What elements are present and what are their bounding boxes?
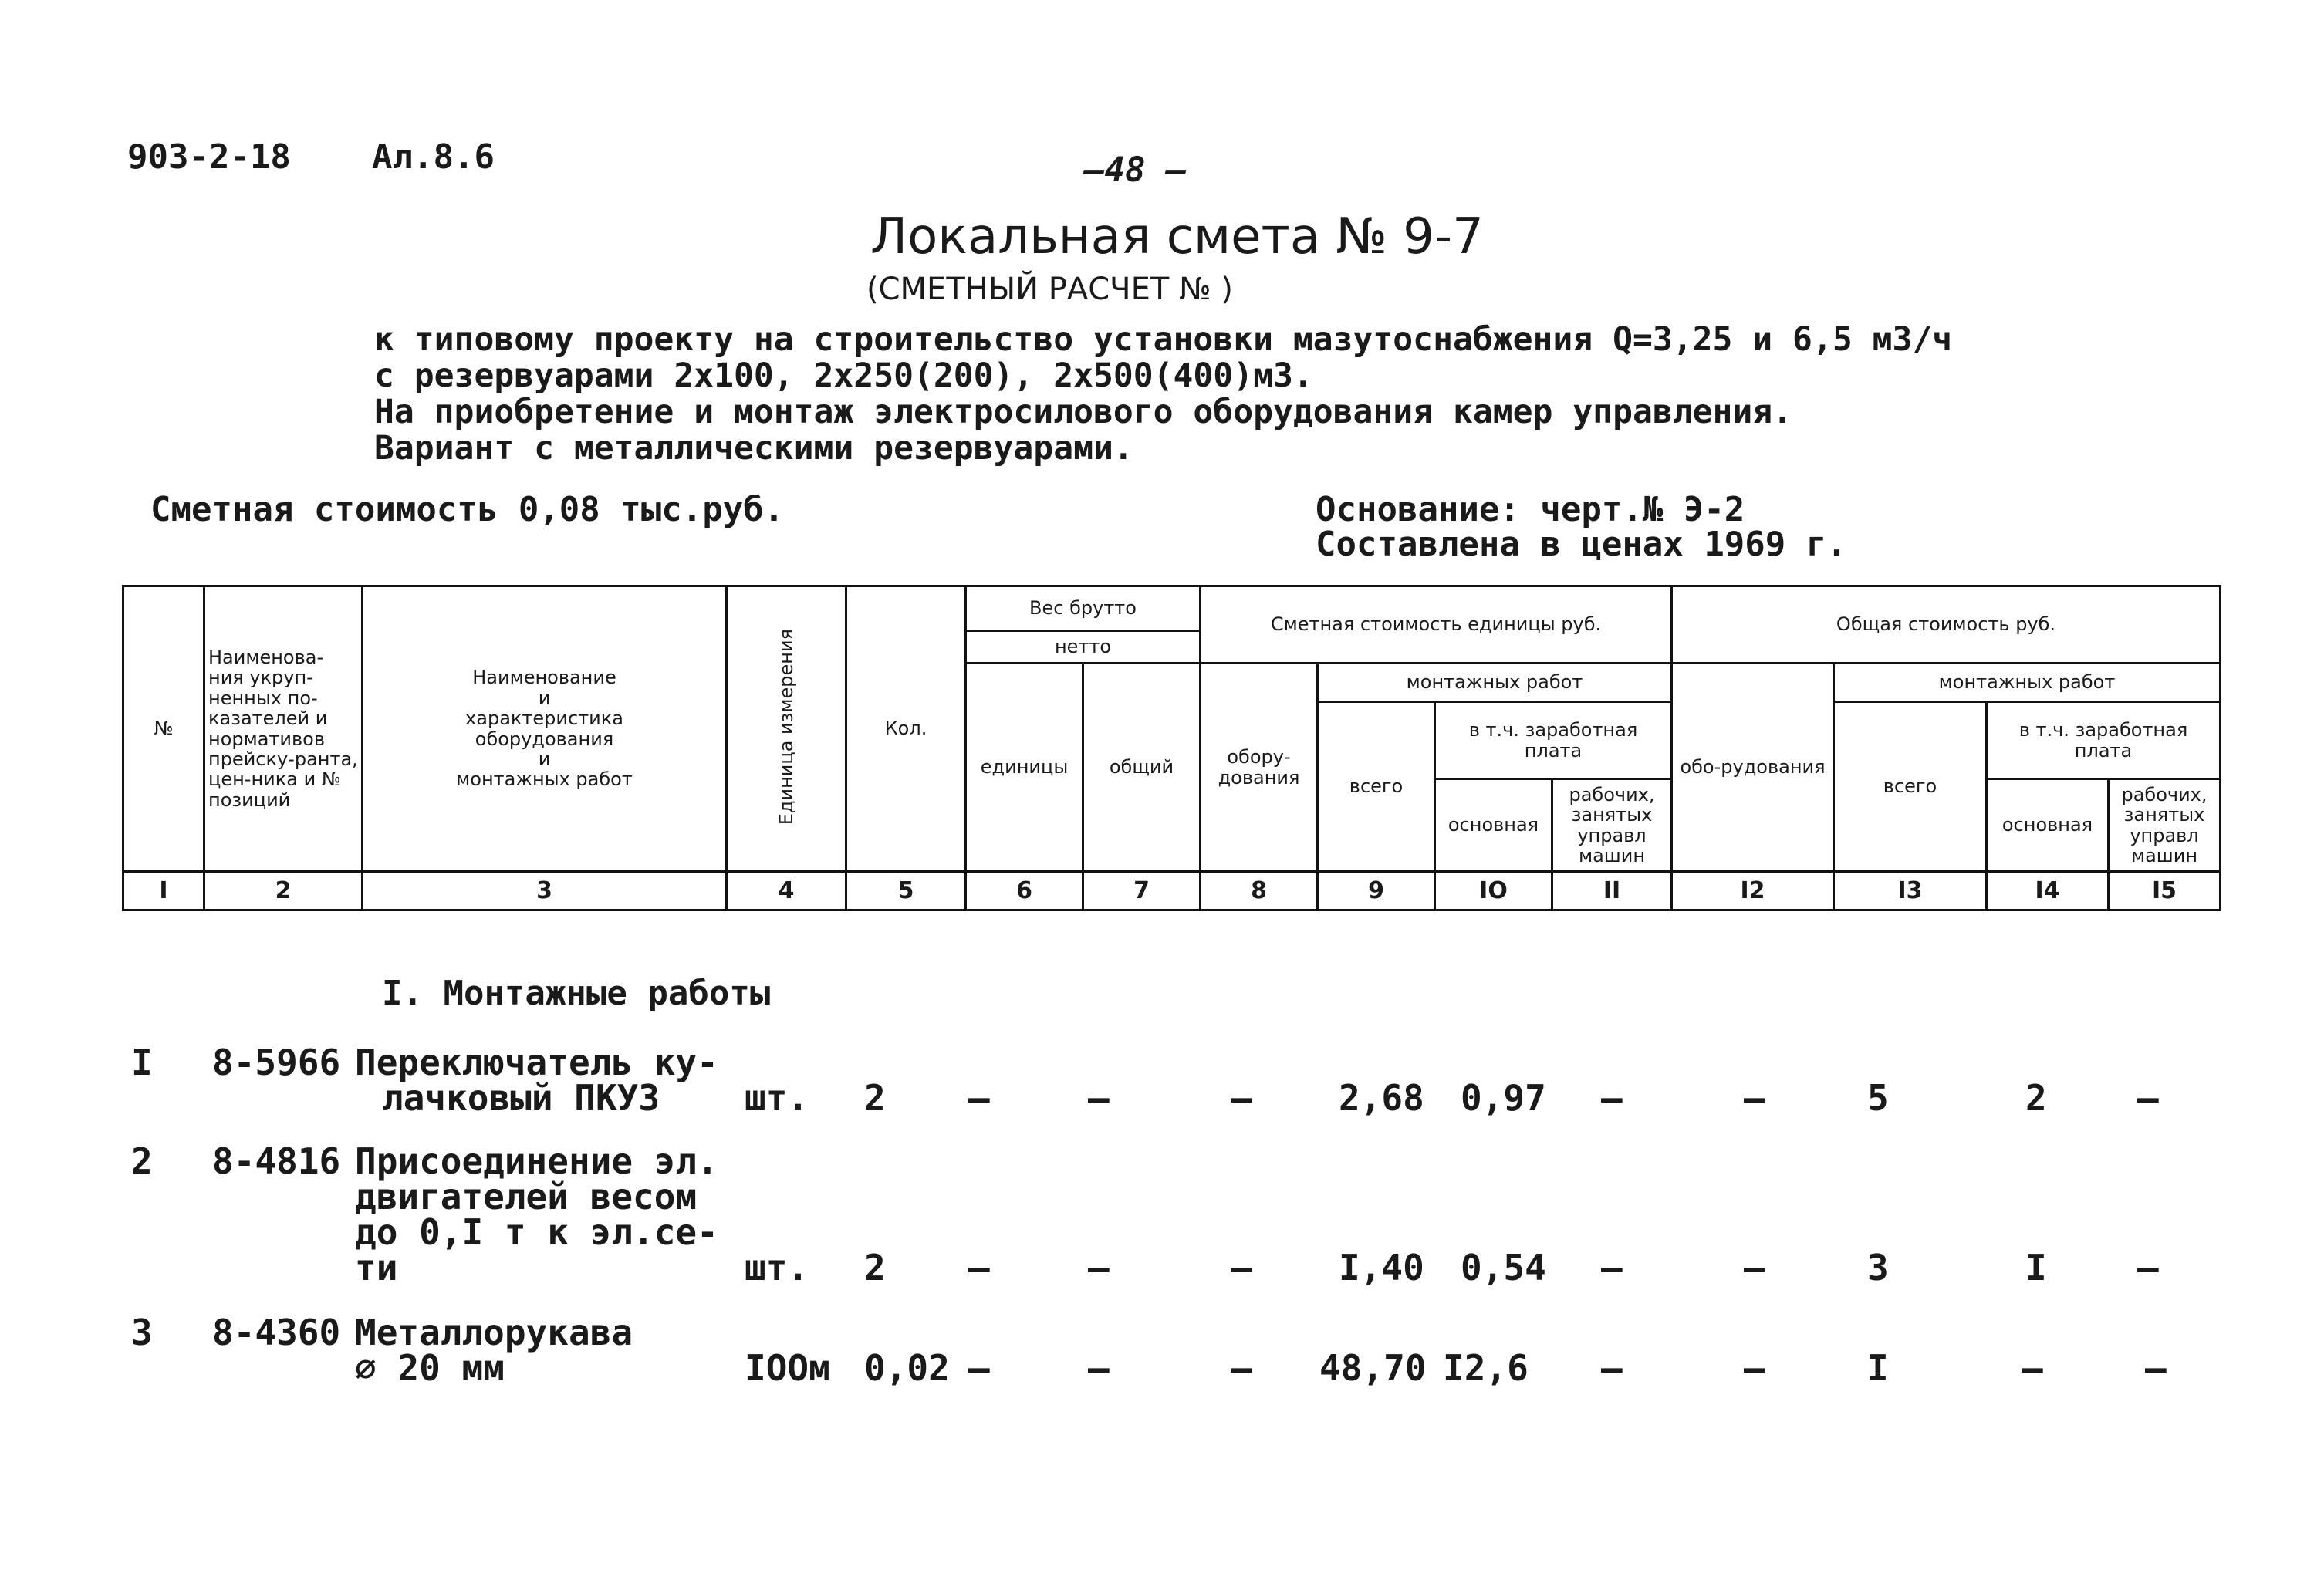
col-header-machine-workers: рабочих, занятых управл машин: [1552, 779, 1672, 872]
col-header-main-wage: основная: [1435, 779, 1552, 872]
row-weight-total: –: [1088, 1247, 1110, 1288]
estimate-table-header: [122, 585, 2221, 911]
row-machine-wage-total: –: [2137, 1247, 2159, 1288]
row-equipment-cost: –: [1231, 1247, 1252, 1288]
price-base-year: Составлена в ценах 1969 г.: [1316, 525, 1847, 564]
row-number: 2: [131, 1140, 153, 1182]
row-unit: шт.: [745, 1077, 809, 1119]
description-line: На приобретение и монтаж электросилового оборудования камер управления.: [374, 393, 1793, 431]
col-header-qty: Кол.: [846, 586, 966, 872]
row-weight-total: –: [1088, 1077, 1110, 1119]
row-name-line: ⌀ 20 мм: [355, 1347, 505, 1389]
col-header-installation: монтажных работ: [1318, 664, 1672, 702]
row-name-line: Присоединение эл.: [355, 1140, 718, 1182]
row-equipment-cost: –: [1231, 1347, 1252, 1389]
estimate-subtitle: (СМЕТНЫЙ РАСЧЕТ № ): [866, 272, 1233, 307]
col-header-name-line: и: [538, 687, 551, 709]
row-machine-wage-total: –: [2137, 1077, 2159, 1119]
col-header-name-line: и: [538, 748, 551, 770]
row-qty: 0,02: [864, 1347, 950, 1389]
row-install-cost: I,40: [1339, 1247, 1424, 1288]
row-machine-wage: –: [1601, 1077, 1623, 1119]
col-header-main-wage-total: основная: [1987, 779, 2109, 872]
col-number: I2: [1672, 872, 1834, 910]
col-header-codes: Наименова-ния укруп-ненных по-казателей и нормативов прейску-ранта, цен-ника и № позиций: [204, 586, 363, 872]
row-machine-wage: –: [1601, 1347, 1623, 1389]
row-name-line: ти: [355, 1247, 398, 1288]
col-header-install-total: всего: [1318, 702, 1435, 872]
row-install-total: 5: [1867, 1077, 1889, 1119]
col-header-name-line: оборудования: [475, 728, 614, 750]
row-install-cost: 48,70: [1319, 1347, 1427, 1389]
col-header-name-line: Наименование: [472, 667, 616, 689]
row-wage: 0,97: [1461, 1077, 1546, 1119]
col-header-install-total-sum: всего: [1834, 702, 1987, 872]
row-number: I: [131, 1042, 153, 1083]
col-header-unit-text: Единица измерения: [775, 628, 797, 825]
col-header-weight-net: нетто: [966, 631, 1201, 664]
col-number: II: [1552, 872, 1672, 910]
col-number: I4: [1987, 872, 2109, 910]
col-number: IO: [1435, 872, 1552, 910]
col-number: I: [123, 872, 204, 910]
col-number: 7: [1083, 872, 1201, 910]
document-code: 903-2-18: [127, 137, 291, 177]
col-header-equipment: обору-дования: [1201, 664, 1318, 872]
row-wage-total: 2: [2025, 1077, 2047, 1119]
col-number: 6: [966, 872, 1083, 910]
row-install-total: 3: [1867, 1247, 1889, 1288]
row-wage-total: I: [2025, 1247, 2047, 1288]
row-code: 8-4816: [212, 1140, 341, 1182]
row-name-line: до 0,I т к эл.се-: [355, 1211, 718, 1253]
row-install-cost: 2,68: [1339, 1077, 1424, 1119]
description-line: с резервуарами 2х100, 2х250(200), 2х500(400)м3.: [374, 356, 1313, 395]
row-name-line: двигателей весом: [355, 1176, 698, 1217]
row-code: 8-5966: [212, 1042, 341, 1083]
row-weight-unit: –: [968, 1347, 990, 1389]
row-wage: I2,6: [1443, 1347, 1529, 1389]
col-number: 4: [727, 872, 846, 910]
col-number: 3: [363, 872, 727, 910]
col-number: I5: [2109, 872, 2221, 910]
basis-reference: Основание: черт.№ Э-2: [1316, 490, 1745, 529]
col-header-incl-wage-total: в т.ч. заработная плата: [1987, 702, 2221, 779]
row-install-total: I: [1867, 1347, 1889, 1389]
row-equipment-cost: –: [1231, 1077, 1252, 1119]
album-number: Ал.8.6: [372, 137, 495, 177]
estimate-title: Локальная смета № 9-7: [870, 208, 1484, 265]
col-header-name-line: монтажных работ: [456, 768, 633, 791]
col-header-unit-cost: Сметная стоимость единицы руб.: [1201, 586, 1672, 664]
col-header-name-line: характеристика: [465, 708, 623, 730]
col-header-total-cost: Общая стоимость руб.: [1672, 586, 2221, 664]
col-header-installation-total: монтажных работ: [1834, 664, 2221, 702]
row-unit: шт.: [745, 1247, 809, 1288]
row-equipment-total: –: [1744, 1247, 1765, 1288]
row-machine-wage-total: –: [2145, 1347, 2167, 1389]
col-header-unit: [727, 586, 846, 872]
col-header-weight-unit: единицы: [966, 664, 1083, 872]
row-name-line: лачковый ПКУЗ: [382, 1077, 660, 1119]
col-number: 9: [1318, 872, 1435, 910]
row-unit: IOOм: [745, 1347, 830, 1389]
row-code: 8-4360: [212, 1312, 341, 1353]
estimated-cost: Сметная стоимость 0,08 тыс.руб.: [150, 490, 785, 529]
description-line: Вариант с металлическими резервуарами.: [374, 429, 1133, 468]
col-header-weight: Вес брутто: [966, 586, 1201, 631]
description-line: к типовому проекту на строительство установки мазутоснабжения Q=3,25 и 6,5 м3/ч: [374, 320, 1953, 359]
row-wage-total: –: [2022, 1347, 2043, 1389]
col-number: 8: [1201, 872, 1318, 910]
row-qty: 2: [864, 1077, 886, 1119]
col-header-equipment-total: обо-рудования: [1672, 664, 1834, 872]
row-wage: 0,54: [1461, 1247, 1546, 1288]
section-title: I. Монтажные работы: [382, 974, 771, 1013]
col-number: I3: [1834, 872, 1987, 910]
row-name-line: Металлорукава: [355, 1312, 633, 1353]
row-name-line: Переключатель ку-: [355, 1042, 718, 1083]
row-machine-wage: –: [1601, 1247, 1623, 1288]
col-header-incl-wage: в т.ч. заработная плата: [1435, 702, 1672, 779]
col-number: 5: [846, 872, 966, 910]
row-qty: 2: [864, 1247, 886, 1288]
row-weight-unit: –: [968, 1077, 990, 1119]
row-weight-total: –: [1088, 1347, 1110, 1389]
col-header-name: [363, 586, 727, 872]
col-header-weight-total: общий: [1083, 664, 1201, 872]
row-equipment-total: –: [1744, 1347, 1765, 1389]
col-header-no: №: [123, 586, 204, 872]
row-number: 3: [131, 1312, 153, 1353]
col-header-machine-workers-total: рабочих, занятых управл машин: [2109, 779, 2221, 872]
page-number: —48 —: [1084, 150, 1187, 190]
row-weight-unit: –: [968, 1247, 990, 1288]
col-number: 2: [204, 872, 363, 910]
row-equipment-total: –: [1744, 1077, 1765, 1119]
